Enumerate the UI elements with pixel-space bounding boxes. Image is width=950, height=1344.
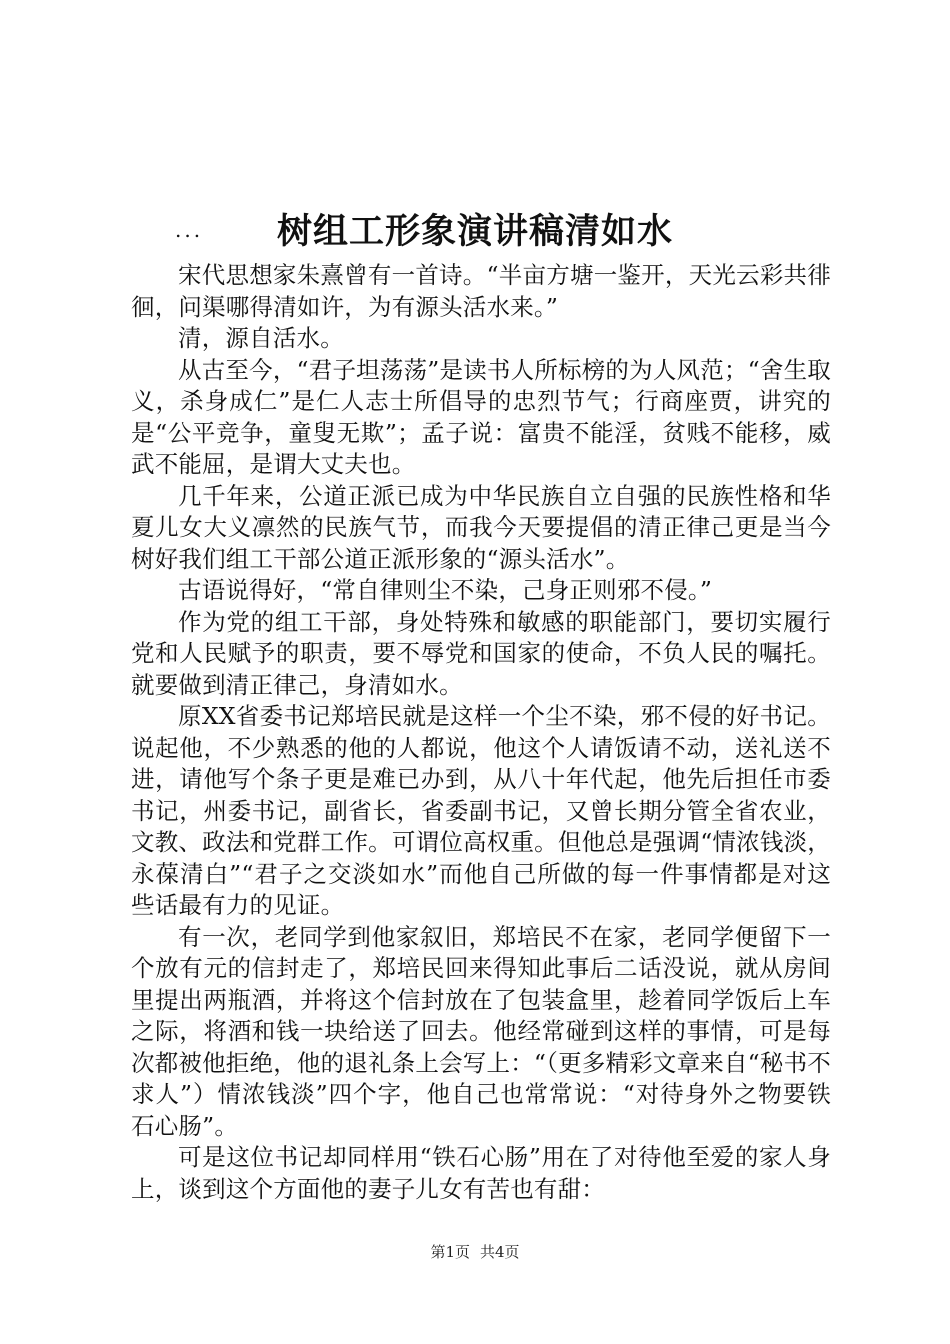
paragraph: 有一次，老同学到他家叙旧，郑培民不在家，老同学便留下一个放有元的信封走了，郑培民回来得知此事后二话没说，就从房间里提出两瓶酒，并将这个信封放在了包装盒里，趁着同学饭后上车之际，将酒和钱一块给送了回去。他经常碰到这样的事情，可是每次都被他拒绝，他的退礼条上会写上：“（更多精彩文章来自“秘书不求人”）情浓钱淡”四个字，他自己也常常说：“对待身外之物要铁石心肠”。: [131, 922, 831, 1140]
page-total: 共4页: [480, 1243, 520, 1261]
paragraph: 作为党的组工干部，身处特殊和敏感的职能部门，要切实履行党和人民赋予的职责，要不辱党和国家的使命，不负人民的嘱托。就要做到清正律己，身清如水。: [131, 607, 831, 699]
paragraph: 清，源自活水。: [178, 324, 344, 352]
ellipsis-marker: ...: [175, 218, 204, 242]
paragraph: 从古至今，“君子坦荡荡”是读书人所标榜的为人风范；“舍生取义，杀身成仁”是仁人志士所倡导的忠烈节气；行商座贾，讲究的是“公平竞争，童叟无欺”；孟子说：富贵不能淫，贫贱不能移，威武不能屈，是谓大丈夫也。: [131, 355, 831, 478]
document-body: [131, 260, 831, 1205]
paragraph: 几千年来，公道正派已成为中华民族自立自强的民族性格和华夏儿女大义凛然的民族气节，而我今天要提倡的清正律己更是当今树好我们组工干部公道正派形象的“源头活水”。: [131, 481, 831, 573]
paragraph: 宋代思想家朱熹曾有一首诗。“半亩方塘一鉴开，天光云彩共徘徊，问渠哪得清如许，为有源头活水来。”: [131, 261, 831, 321]
document-title: 树组工形象演讲稿清如水: [276, 211, 673, 253]
page-footer: [0, 1242, 950, 1262]
paragraph: 原XX省委书记郑培民就是这样一个尘不染，邪不侵的好书记。说起他，不少熟悉的他的人都说，他这个人请饭请不动，送礼送不进，请他写个条子更是难已办到，从八十年代起，他先后担任市委书记，州委书记，副省长，省委副书记，又曾长期分管全省农业，文教、政法和党群工作。可谓位高权重。但他总是强调“情浓钱淡，永葆清白”“君子之交淡如水”而他自己所做的每一件事情都是对这些话最有力的见证。: [131, 702, 831, 919]
paragraph: 古语说得好，“常自律则尘不染，己身正则邪不侵。”: [178, 576, 713, 604]
page-number: 第1页: [430, 1243, 470, 1261]
paragraph: 可是这位书记却同样用“铁石心肠”用在了对待他至爱的家人身上，谈到这个方面他的妻子儿女有苦也有甜：: [131, 1143, 831, 1203]
